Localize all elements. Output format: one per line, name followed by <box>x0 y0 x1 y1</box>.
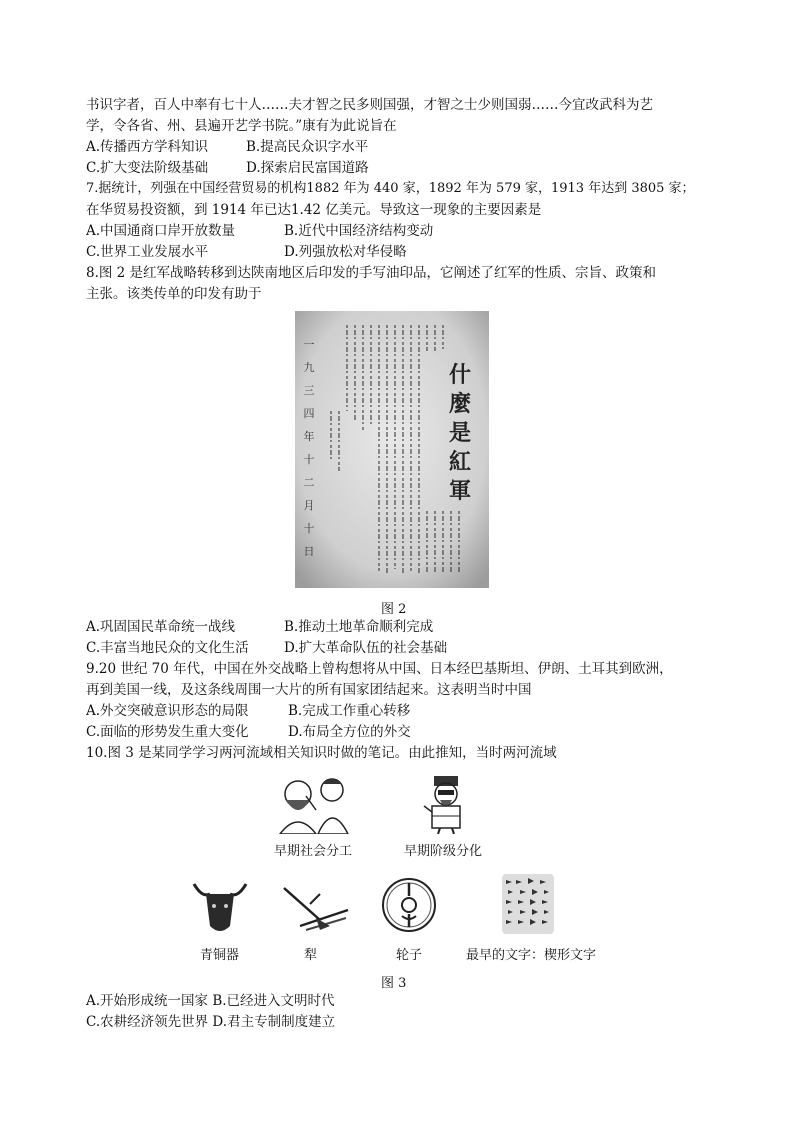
plow-illustration <box>280 882 350 934</box>
label-social-division: 早期社会分工 <box>274 844 353 859</box>
label-cuneiform: 最早的文字：楔形文字 <box>466 948 597 963</box>
q6-stem-line1: 书识字者，百人中率有七十人……夫才智之民多则国强，才智之士少则国弱……今宜改武科为艺 <box>86 97 653 113</box>
q9-option-b: B.完成工作重心转移 <box>288 703 411 719</box>
label-wheel: 轮子 <box>396 948 423 963</box>
cuneiform-tablet-illustration <box>500 872 556 936</box>
q8-option-c: C.丰富当地民众的文化生活 <box>86 640 249 656</box>
q8-stem-line2: 主张。该类传单的印发有助于 <box>86 286 262 302</box>
q10-options-line2: C.农耕经济领先世界 D.君主专制制度建立 <box>86 1014 336 1030</box>
leaflet-date: 一九三四年十二月十日 <box>303 338 315 558</box>
q9-option-a: A.外交突破意识形态的局限 <box>86 703 249 719</box>
q7-stem-line1: 7.据统计，列强在中国经营贸易的机构1882 年为 440 家，1892 年为 579 家，1913 年达到 3805 家； <box>86 181 695 196</box>
q6-option-d: D.探索启民富国道路 <box>246 160 369 176</box>
q8-option-d: D.扩大革命队伍的社会基础 <box>284 640 448 656</box>
q9-stem-line2: 再到美国一线，及这条线周围一大片的所有国家团结起来。这表明当时中国 <box>86 682 532 698</box>
wheel-illustration <box>380 876 438 934</box>
q6-stem-line2: 学，令各省、州、县遍开艺学书院。”康有为此说旨在 <box>86 118 397 134</box>
red-army-leaflet-image <box>295 311 489 588</box>
leaflet-title: 什麼是紅軍 <box>448 362 471 504</box>
q7-option-d: D.列强放松对华侵略 <box>284 244 407 260</box>
q9-option-d: D.布局全方位的外交 <box>288 724 411 740</box>
q8-option-a: A.巩固国民革命统一战线 <box>86 619 236 635</box>
q8-stem-line1: 8.图 2 是红军战略转移到达陕南地区后印发的手写油印品，它阐述了红军的性质、宗旨、政策和 <box>86 265 657 281</box>
bronze-bull-head-illustration <box>192 878 248 936</box>
q8-option-b: B.推动土地革命顺利完成 <box>284 619 434 635</box>
label-class-division: 早期阶级分化 <box>404 844 483 859</box>
q9-stem-line1: 9.20 世纪 70 年代，中国在外交战略上曾构想将从中国、日本经巴基斯坦、伊朗、土耳其到欧洲， <box>86 661 673 677</box>
q6-option-b: B.提高民众识字水平 <box>246 139 369 155</box>
q7-option-b: B.近代中国经济结构变动 <box>284 223 434 239</box>
q10-stem: 10.图 3 是某同学学习两河流域相关知识时做的笔记。由此推知，当时两河流域 <box>86 745 557 761</box>
label-bronze: 青铜器 <box>200 948 240 963</box>
q7-option-c: C.世界工业发展水平 <box>86 244 209 260</box>
class-division-illustration <box>420 772 472 834</box>
q6-option-a: A.传播西方学科知识 <box>86 139 209 155</box>
q6-option-c: C.扩大变法阶级基础 <box>86 160 209 176</box>
q7-stem-line2: 在华贸易投资额，到 1914 年已达1.42 亿美元。导致这一现象的主要因素是 <box>86 202 542 218</box>
figure-2-caption: 图 2 <box>381 602 407 617</box>
q9-option-c: C.面临的形势发生重大变化 <box>86 724 249 740</box>
figure-3-caption: 图 3 <box>381 976 407 991</box>
label-plow: 犁 <box>304 948 318 963</box>
q7-option-a: A.中国通商口岸开放数量 <box>86 223 236 239</box>
social-division-illustration <box>272 772 358 834</box>
q10-options-line1: A.开始形成统一国家 B.已经进入文明时代 <box>86 993 335 1009</box>
